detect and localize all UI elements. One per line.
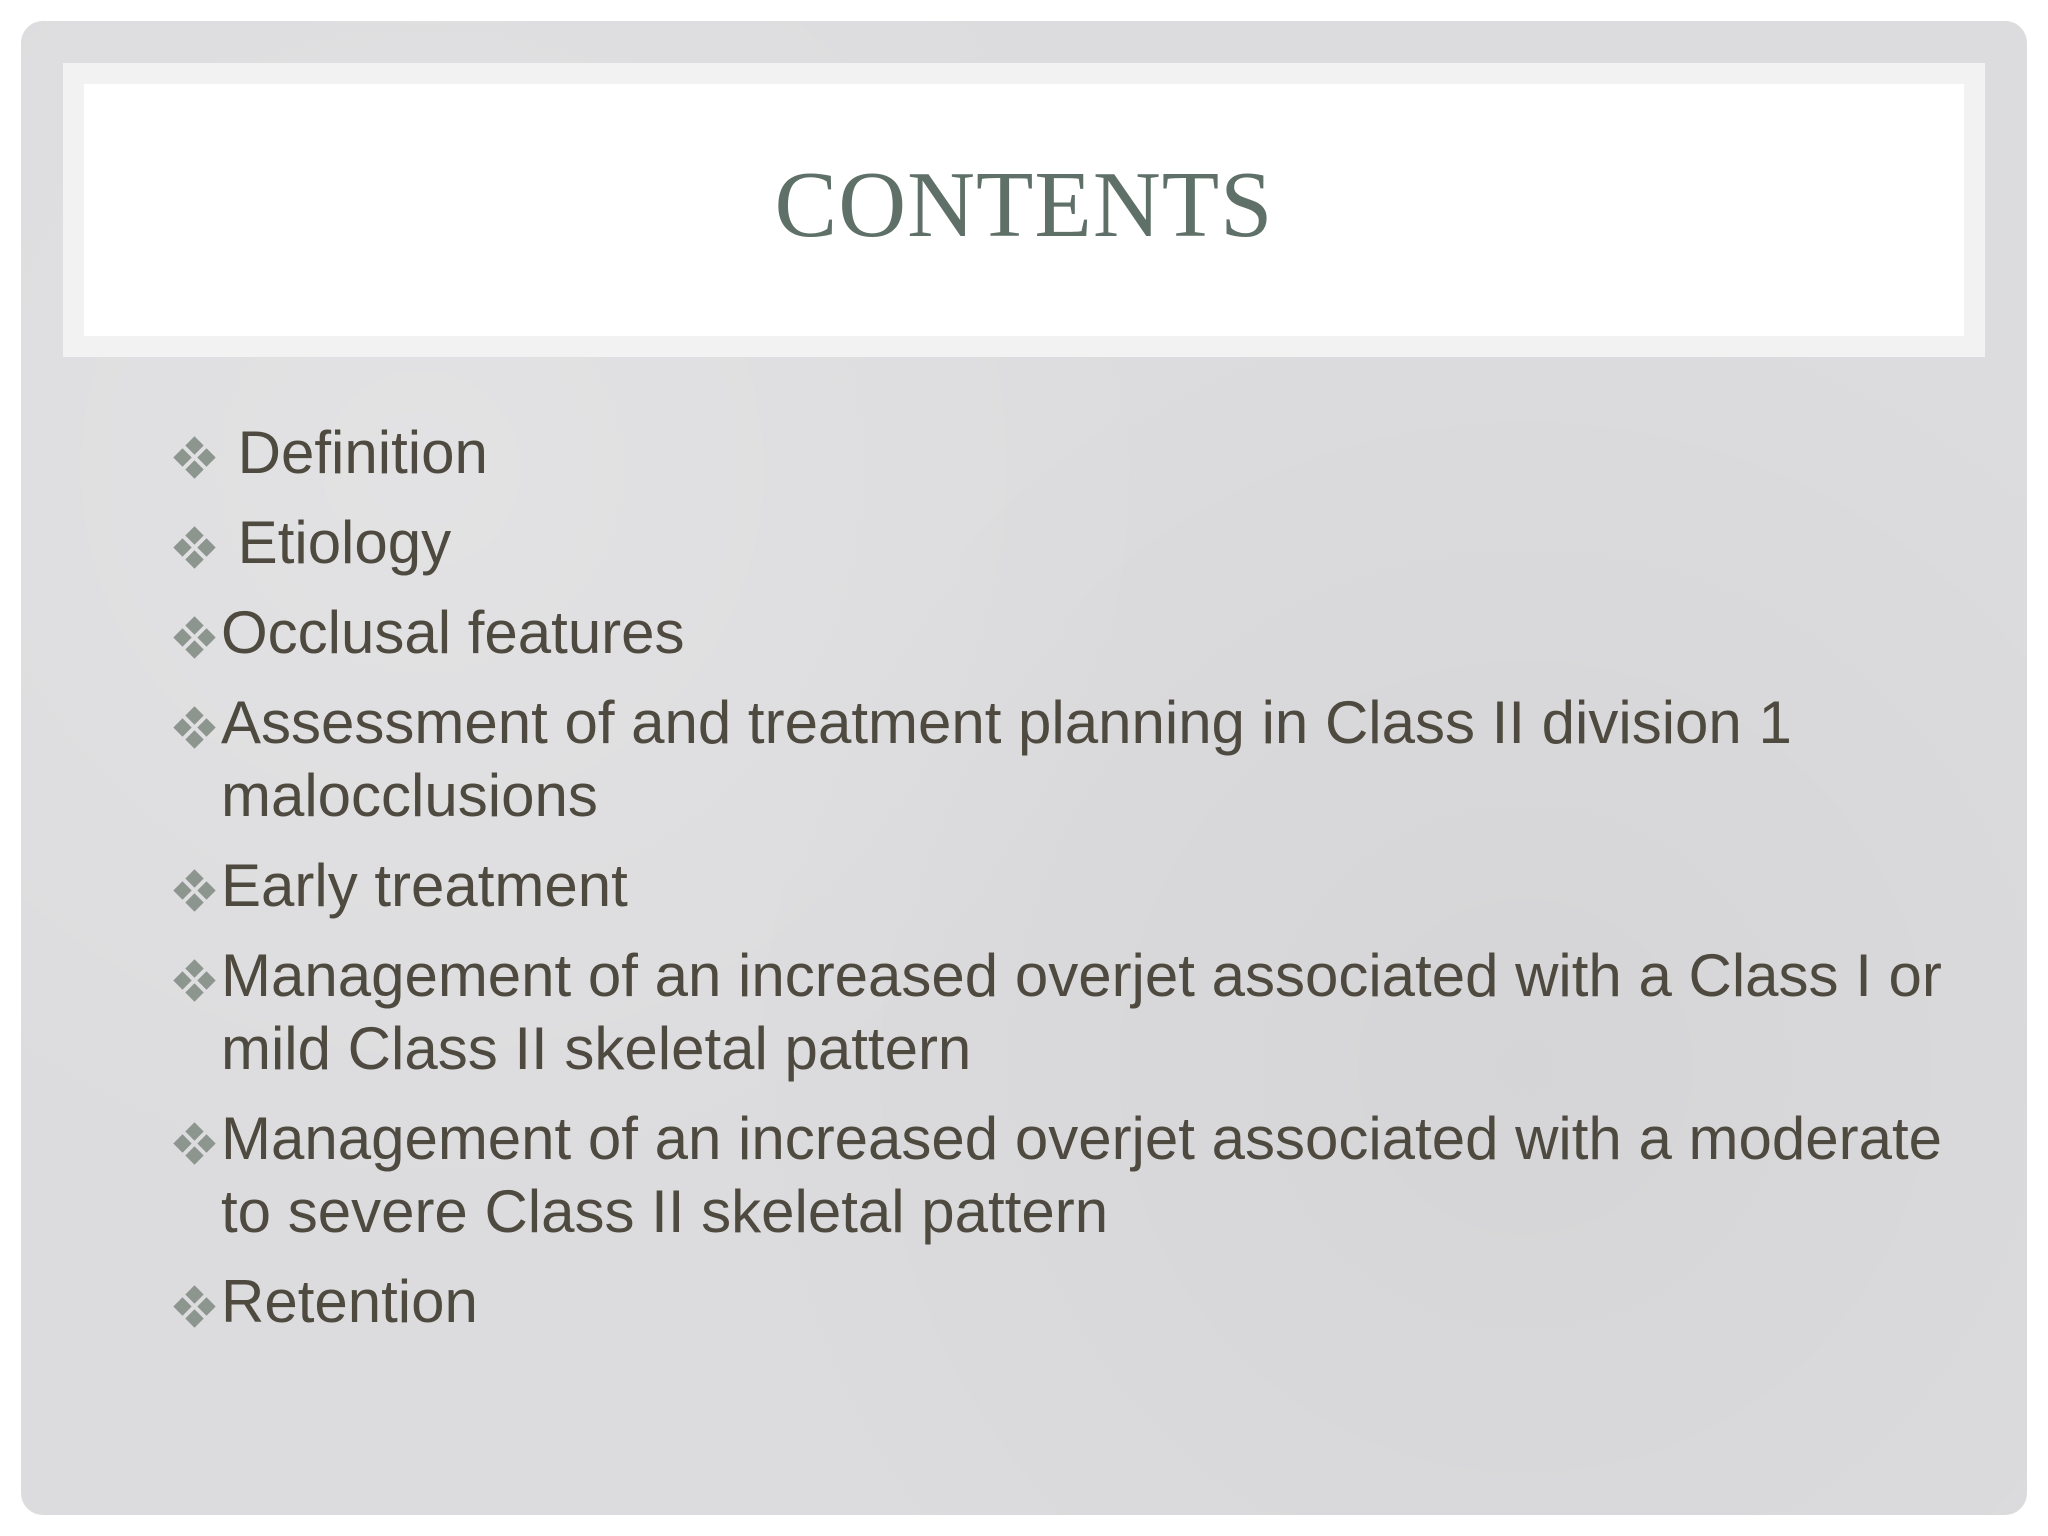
list-item-text: Early treatment (221, 852, 628, 919)
list-item-text: Management of an increased overjet associated with a Class I or mild Class II skeletal pattern (221, 942, 1942, 1082)
list-item (155, 1102, 1955, 1248)
slide (21, 21, 2027, 1515)
list-item (155, 686, 1955, 832)
list-item-text: Occlusal features (221, 599, 685, 666)
slide-title: CONTENTS (774, 153, 1274, 257)
four-diamond-bullet-icon (174, 707, 216, 749)
list-item-text: Management of an increased overjet associated with a moderate to severe Class II skeletal pattern (221, 1105, 1942, 1245)
four-diamond-bullet-icon (174, 1286, 216, 1328)
list-item (155, 849, 1955, 922)
list-item-text: Assessment of and treatment planning in Class II division 1 malocclusions (221, 689, 1792, 829)
list-item (155, 596, 1955, 669)
four-diamond-bullet-icon (174, 617, 216, 659)
four-diamond-bullet-icon (174, 960, 216, 1002)
title-box (84, 84, 1964, 336)
title-band (63, 63, 1985, 357)
list-item (155, 416, 1955, 489)
list-item (155, 506, 1955, 579)
list-item-text: Retention (221, 1268, 478, 1335)
four-diamond-bullet-icon (174, 437, 216, 479)
contents-list (155, 416, 1955, 1355)
list-item (155, 1265, 1955, 1338)
four-diamond-bullet-icon (174, 1123, 216, 1165)
list-item (155, 939, 1955, 1085)
four-diamond-bullet-icon (174, 527, 216, 569)
list-item-text: Etiology (221, 509, 452, 576)
list-item-text: Definition (221, 419, 488, 486)
four-diamond-bullet-icon (174, 870, 216, 912)
